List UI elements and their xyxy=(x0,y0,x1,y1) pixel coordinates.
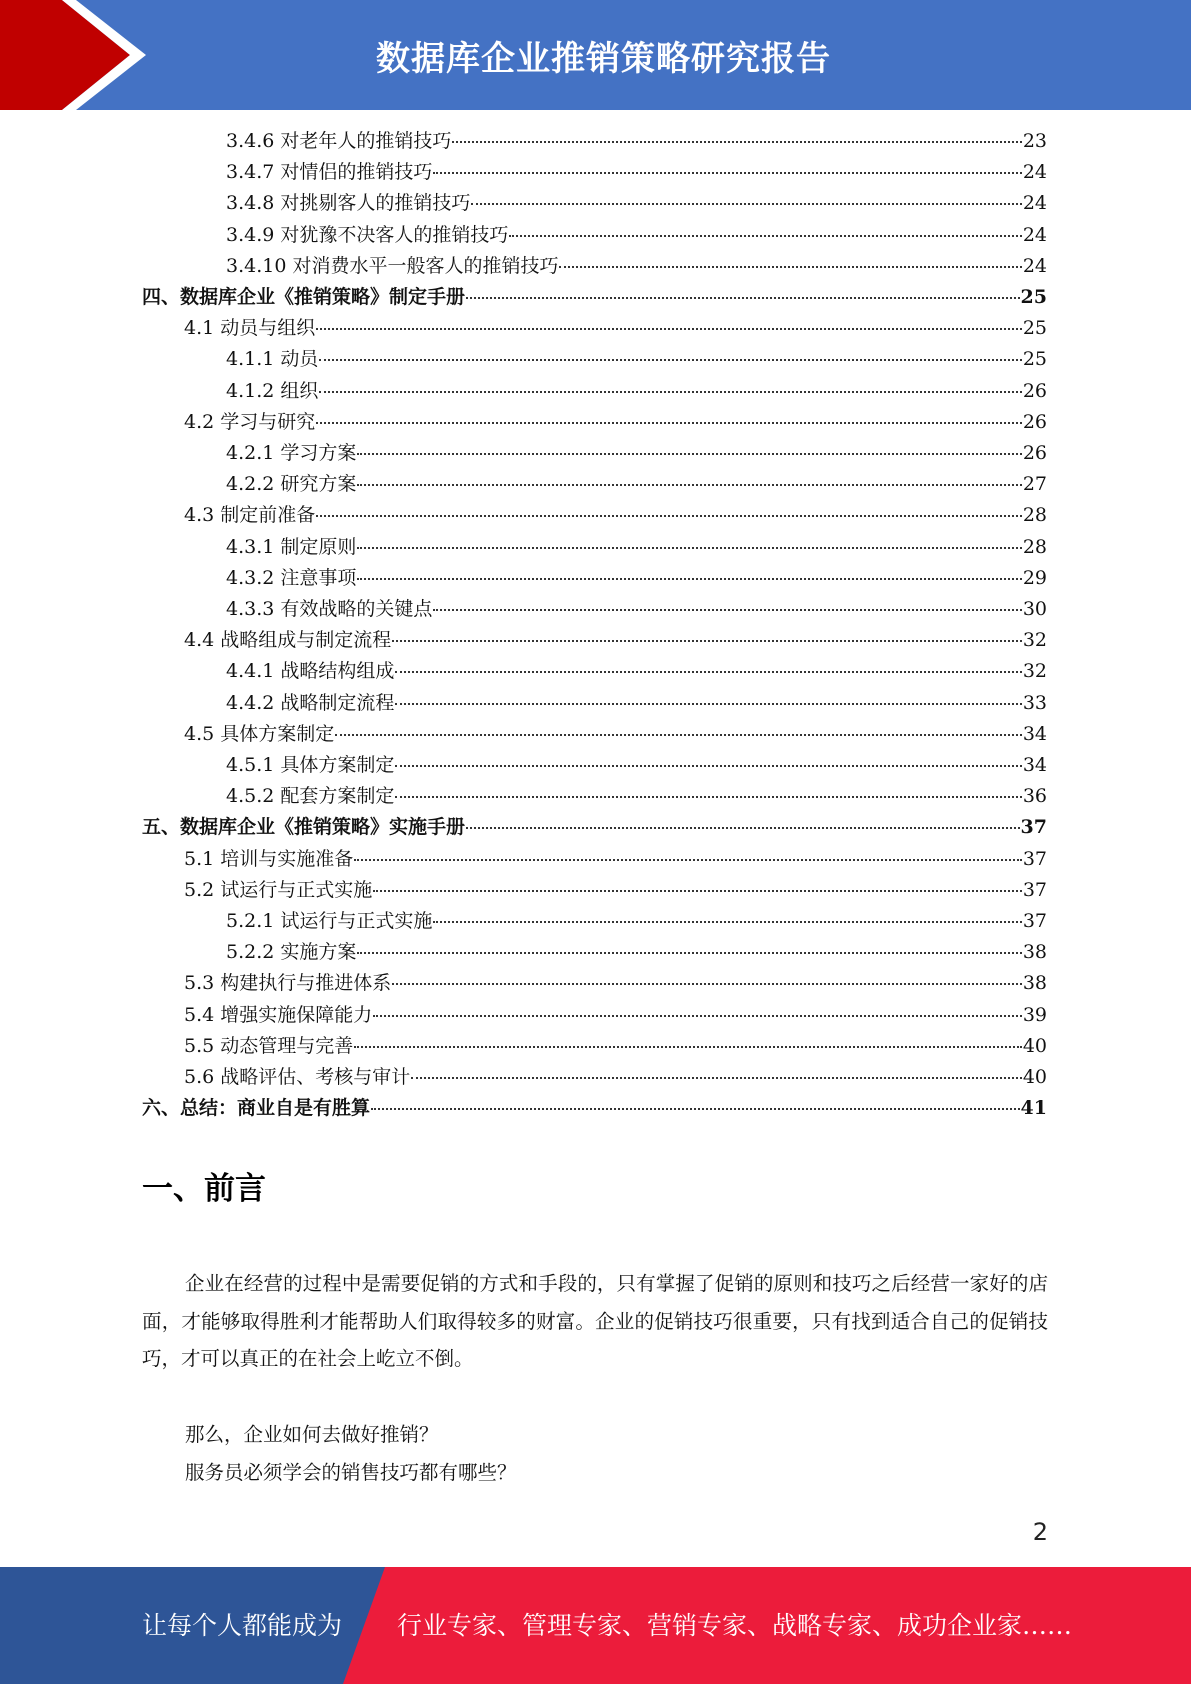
toc-entry-label: 四、数据库企业《推销策略》制定手册 xyxy=(142,286,466,308)
toc-entry-page: 30 xyxy=(1022,598,1047,620)
toc-entry-label: 4.3.1 制定原则 xyxy=(226,535,357,558)
toc-entry-page: 32 xyxy=(1022,660,1047,683)
toc-entry-label: 4.1.1 动员 xyxy=(226,348,319,371)
toc-entry[interactable] xyxy=(184,500,1047,531)
toc-entry-page: 25 xyxy=(1022,317,1047,340)
toc-entry-label: 4.5.1 具体方案制定 xyxy=(226,754,395,776)
toc-dot-leader xyxy=(316,327,1022,330)
toc-entry-label: 5.6 战略评估、考核与审计 xyxy=(184,1066,411,1088)
toc-entry-page: 41 xyxy=(1020,1097,1047,1120)
toc-entry[interactable] xyxy=(184,1000,1047,1031)
toc-entry-label: 3.4.9 对犹豫不决客人的推销技巧 xyxy=(226,223,509,246)
toc-entry-page: 25 xyxy=(1022,348,1047,371)
toc-entry[interactable] xyxy=(184,719,1047,750)
toc-entry[interactable] xyxy=(226,376,1047,407)
toc-dot-leader xyxy=(357,577,1021,580)
toc-entry-page: 37 xyxy=(1020,816,1047,839)
toc-entry-page: 40 xyxy=(1022,1066,1047,1088)
toc-entry-label: 5.2 试运行与正式实施 xyxy=(184,878,373,901)
toc-entry-label: 4.2.2 研究方案 xyxy=(226,473,357,496)
toc-dot-leader xyxy=(559,265,1021,268)
toc-entry-page: 28 xyxy=(1022,535,1047,558)
toc-entry[interactable] xyxy=(184,625,1047,656)
toc-entry-label: 4.3 制定前准备 xyxy=(184,504,316,527)
toc-entry[interactable] xyxy=(226,532,1047,563)
toc-entry-page: 27 xyxy=(1022,473,1047,496)
toc-entry[interactable] xyxy=(226,220,1047,251)
toc-entry[interactable] xyxy=(226,906,1047,937)
toc-entry-label: 5.2.2 实施方案 xyxy=(226,941,357,964)
toc-entry-page: 32 xyxy=(1022,629,1047,652)
toc-entry-label: 5.4 增强实施保障能力 xyxy=(184,1003,373,1026)
toc-entry-label: 5.2.1 试运行与正式实施 xyxy=(226,910,433,932)
toc-dot-leader xyxy=(357,546,1021,549)
toc-entry-label: 4.1 动员与组织 xyxy=(184,317,316,340)
toc-entry-page: 26 xyxy=(1022,410,1047,433)
toc-entry[interactable] xyxy=(226,344,1047,375)
toc-entry-page: 29 xyxy=(1022,566,1047,589)
toc-entry[interactable] xyxy=(184,407,1047,438)
toc-entry-label: 4.5 具体方案制定 xyxy=(184,722,335,745)
toc-dot-leader xyxy=(335,733,1022,736)
toc-entry-page: 36 xyxy=(1022,785,1047,808)
toc-entry-page: 40 xyxy=(1022,1034,1047,1057)
toc-dot-leader xyxy=(316,421,1022,424)
toc-entry-label: 4.2.1 学习方案 xyxy=(226,442,357,464)
toc-entry-page: 24 xyxy=(1022,223,1047,246)
toc-entry[interactable] xyxy=(226,188,1047,219)
toc-entry-label: 六、总结：商业自是有胜算 xyxy=(142,1097,371,1120)
toc-entry[interactable] xyxy=(142,812,1047,843)
toc-entry[interactable] xyxy=(184,1062,1047,1093)
toc-entry-label: 3.4.7 对情侣的推销技巧 xyxy=(226,161,433,184)
toc-entry[interactable] xyxy=(226,469,1047,500)
toc-entry-label: 五、数据库企业《推销策略》实施手册 xyxy=(142,816,466,839)
toc-entry-label: 3.4.6 对老年人的推销技巧 xyxy=(226,130,452,152)
page-footer xyxy=(0,1567,1191,1684)
toc-dot-leader xyxy=(392,982,1022,985)
toc-entry[interactable] xyxy=(226,781,1047,812)
question-line-2: 服务员必须学会的销售技巧都有哪些？ xyxy=(185,1461,517,1484)
toc-entry-page: 37 xyxy=(1022,878,1047,901)
toc-dot-leader xyxy=(357,452,1021,455)
toc-dot-leader xyxy=(466,826,1020,829)
toc-entry-page: 37 xyxy=(1022,910,1047,932)
toc-entry[interactable] xyxy=(184,875,1047,906)
toc-dot-leader xyxy=(319,358,1021,361)
toc-entry-label: 4.3.3 有效战略的关键点 xyxy=(226,598,433,620)
footer-slogan-right: 行业专家、管理专家、营销专家、战略专家、成功企业家…… xyxy=(397,1611,1073,1640)
toc-entry-page: 26 xyxy=(1022,379,1047,402)
toc-entry-label: 4.4.1 战略结构组成 xyxy=(226,660,395,683)
toc-entry-label: 5.3 构建执行与推进体系 xyxy=(184,972,392,995)
toc-entry[interactable] xyxy=(226,594,1047,625)
toc-dot-leader xyxy=(319,390,1021,393)
toc-entry-page: 34 xyxy=(1022,754,1047,776)
toc-entry-label: 4.4.2 战略制定流程 xyxy=(226,691,395,714)
section-heading: 一、前言 xyxy=(142,1171,266,1207)
toc-dot-leader xyxy=(371,1107,1020,1110)
toc-dot-leader xyxy=(395,702,1021,705)
toc-entry-label: 4.2 学习与研究 xyxy=(184,410,316,433)
toc-dot-leader xyxy=(433,608,1021,611)
toc-entry[interactable] xyxy=(226,656,1047,687)
toc-entry-page: 33 xyxy=(1022,691,1047,714)
toc-entry-page: 23 xyxy=(1022,130,1047,152)
toc-entry[interactable] xyxy=(226,563,1047,594)
toc-dot-leader xyxy=(354,858,1022,861)
toc-dot-leader xyxy=(452,140,1021,143)
toc-entry[interactable] xyxy=(184,968,1047,999)
toc-dot-leader xyxy=(411,1076,1022,1079)
toc-entry-label: 3.4.10 对消费水平一般客人的推销技巧 xyxy=(226,254,559,277)
toc-entry-page: 24 xyxy=(1022,254,1047,277)
toc-entry-page: 24 xyxy=(1022,192,1047,215)
footer-slogan-left: 让每个人都能成为 xyxy=(142,1611,343,1640)
toc-entry-page: 38 xyxy=(1022,972,1047,995)
toc-entry-page: 26 xyxy=(1022,442,1047,464)
page-number: 2 xyxy=(1032,1518,1048,1546)
toc-dot-leader xyxy=(373,1014,1022,1017)
toc-entry-label: 4.4 战略组成与制定流程 xyxy=(184,629,392,652)
toc-entry[interactable] xyxy=(142,1093,1047,1124)
page-header xyxy=(0,0,1191,110)
toc-dot-leader xyxy=(433,171,1021,174)
toc-dot-leader xyxy=(466,296,1020,299)
toc-dot-leader xyxy=(354,1045,1022,1048)
toc-entry-page: 34 xyxy=(1022,722,1047,745)
toc-entry-label: 4.5.2 配套方案制定 xyxy=(226,785,395,808)
toc-entry-label: 5.1 培训与实施准备 xyxy=(184,847,354,870)
toc-dot-leader xyxy=(395,795,1021,798)
toc-dot-leader xyxy=(471,202,1021,205)
toc-entry-label: 4.3.2 注意事项 xyxy=(226,566,357,589)
toc-entry-label: 3.4.8 对挑剔客人的推销技巧 xyxy=(226,192,471,215)
toc-dot-leader xyxy=(357,951,1021,954)
toc-dot-leader xyxy=(433,920,1021,923)
toc-entry[interactable] xyxy=(226,126,1047,157)
toc-dot-leader xyxy=(357,483,1021,486)
toc-dot-leader xyxy=(509,234,1021,237)
toc-entry-page: 38 xyxy=(1022,941,1047,964)
toc-entry-page: 39 xyxy=(1022,1003,1047,1026)
toc-entry[interactable] xyxy=(142,282,1047,313)
toc-entry[interactable] xyxy=(226,688,1047,719)
toc-entry-page: 24 xyxy=(1022,161,1047,184)
toc-entry-page: 37 xyxy=(1022,847,1047,870)
toc-entry[interactable] xyxy=(226,157,1047,188)
toc-entry[interactable] xyxy=(184,1031,1047,1062)
toc-dot-leader xyxy=(316,514,1022,517)
toc-entry-label: 4.1.2 组织 xyxy=(226,379,319,402)
toc-entry-page: 28 xyxy=(1022,504,1047,527)
toc-entry[interactable] xyxy=(226,251,1047,282)
toc-entry-page: 25 xyxy=(1020,286,1047,308)
toc-entry[interactable] xyxy=(184,313,1047,344)
toc-dot-leader xyxy=(395,764,1021,767)
toc-entry[interactable] xyxy=(226,937,1047,968)
toc-entry[interactable] xyxy=(226,438,1047,469)
toc-dot-leader xyxy=(392,639,1022,642)
toc-entry[interactable] xyxy=(226,750,1047,781)
question-line-1: 那么，企业如何去做好推销？ xyxy=(185,1423,439,1446)
toc-entry[interactable] xyxy=(184,844,1047,875)
toc-dot-leader xyxy=(373,889,1022,892)
report-title: 数据库企业推销策略研究报告 xyxy=(376,38,831,79)
toc-entry-label: 5.5 动态管理与完善 xyxy=(184,1034,354,1057)
intro-paragraph: 企业在经营的过程中是需要促销的方式和手段的，只有掌握了促销的原则和技巧之后经营一家好的店面，才能够取得胜利才能帮助人们取得较多的财富。企业的促销技巧很重要，只有找到适合自己的促销技巧，才可以真正的在社会上屹立不倒。 xyxy=(142,1272,1048,1370)
toc-dot-leader xyxy=(395,670,1021,673)
